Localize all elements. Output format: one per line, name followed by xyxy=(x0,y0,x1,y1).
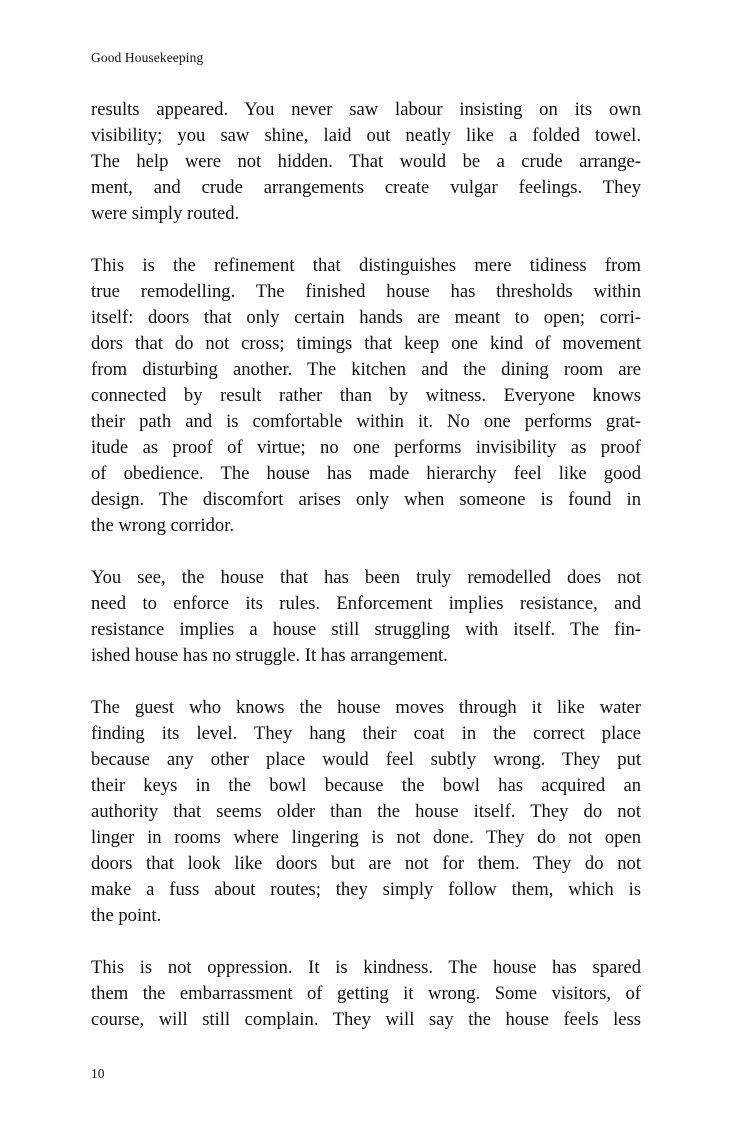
text-line: them the embarrassment of getting it wrong. Some visitors, of xyxy=(91,983,641,1004)
text-line: linger in rooms where lingering is not done. They do not open xyxy=(91,827,641,848)
body-text xyxy=(91,97,641,1059)
text-line: were simply routed. xyxy=(91,203,240,224)
text-line: their keys in the bowl because the bowl has acquired an xyxy=(91,775,641,796)
text-line: connected by result rather than by witness. Everyone knows xyxy=(91,385,641,406)
text-line: of obedience. The house has made hierarchy feel like good xyxy=(91,463,641,484)
text-line: the point. xyxy=(91,905,162,926)
text-line: need to enforce its rules. Enforcement implies resistance, and xyxy=(91,593,641,614)
text-line: design. The discomfort arises only when someone is found in xyxy=(91,489,641,510)
text-line: from disturbing another. The kitchen and the dining room are xyxy=(91,359,641,380)
text-line: itude as proof of virtue; no one performs invisibility as proof xyxy=(91,437,641,458)
text-line: This is the refinement that distinguishes mere tidiness from xyxy=(91,255,641,276)
text-line: visibility; you saw shine, laid out neatly like a folded towel. xyxy=(91,125,641,146)
text-line: dors that do not cross; timings that keep one kind of movement xyxy=(91,333,641,354)
text-line: results appeared. You never saw labour insisting on its own xyxy=(91,99,641,120)
page-number: 10 xyxy=(91,1066,105,1081)
paragraph-1 xyxy=(91,97,641,227)
text-line: course, will still complain. They will say the house feels less xyxy=(91,1009,641,1030)
text-line: their path and is comfortable within it. No one performs grat- xyxy=(91,411,641,432)
text-line: doors that look like doors but are not for them. They do not xyxy=(91,853,641,874)
text-line: ished house has no struggle. It has arrangement. xyxy=(91,645,448,666)
paragraph-5 xyxy=(91,955,641,1033)
paragraph-3 xyxy=(91,565,641,669)
text-line: because any other place would feel subtly wrong. They put xyxy=(91,749,641,770)
text-line: You see, the house that has been truly remodelled does not xyxy=(91,567,641,588)
text-line: itself: doors that only certain hands are meant to open; corri- xyxy=(91,307,641,328)
text-line: The guest who knows the house moves through it like water xyxy=(91,697,641,718)
text-line: resistance implies a house still struggling with itself. The fin- xyxy=(91,619,641,640)
paragraph-2 xyxy=(91,253,641,539)
text-line: This is not oppression. It is kindness. The house has spared xyxy=(91,957,641,978)
text-line: the wrong corridor. xyxy=(91,515,235,536)
running-head: Good Housekeeping xyxy=(91,50,204,65)
text-line: make a fuss about routes; they simply follow them, which is xyxy=(91,879,641,900)
text-line: true remodelling. The finished house has thresholds within xyxy=(91,281,641,302)
text-line: finding its level. They hang their coat in the correct place xyxy=(91,723,641,744)
text-line: ment, and crude arrangements create vulgar feelings. They xyxy=(91,177,641,198)
text-line: authority that seems older than the house itself. They do not xyxy=(91,801,641,822)
text-line: The help were not hidden. That would be a crude arrange- xyxy=(91,151,641,172)
paragraph-4 xyxy=(91,695,641,929)
